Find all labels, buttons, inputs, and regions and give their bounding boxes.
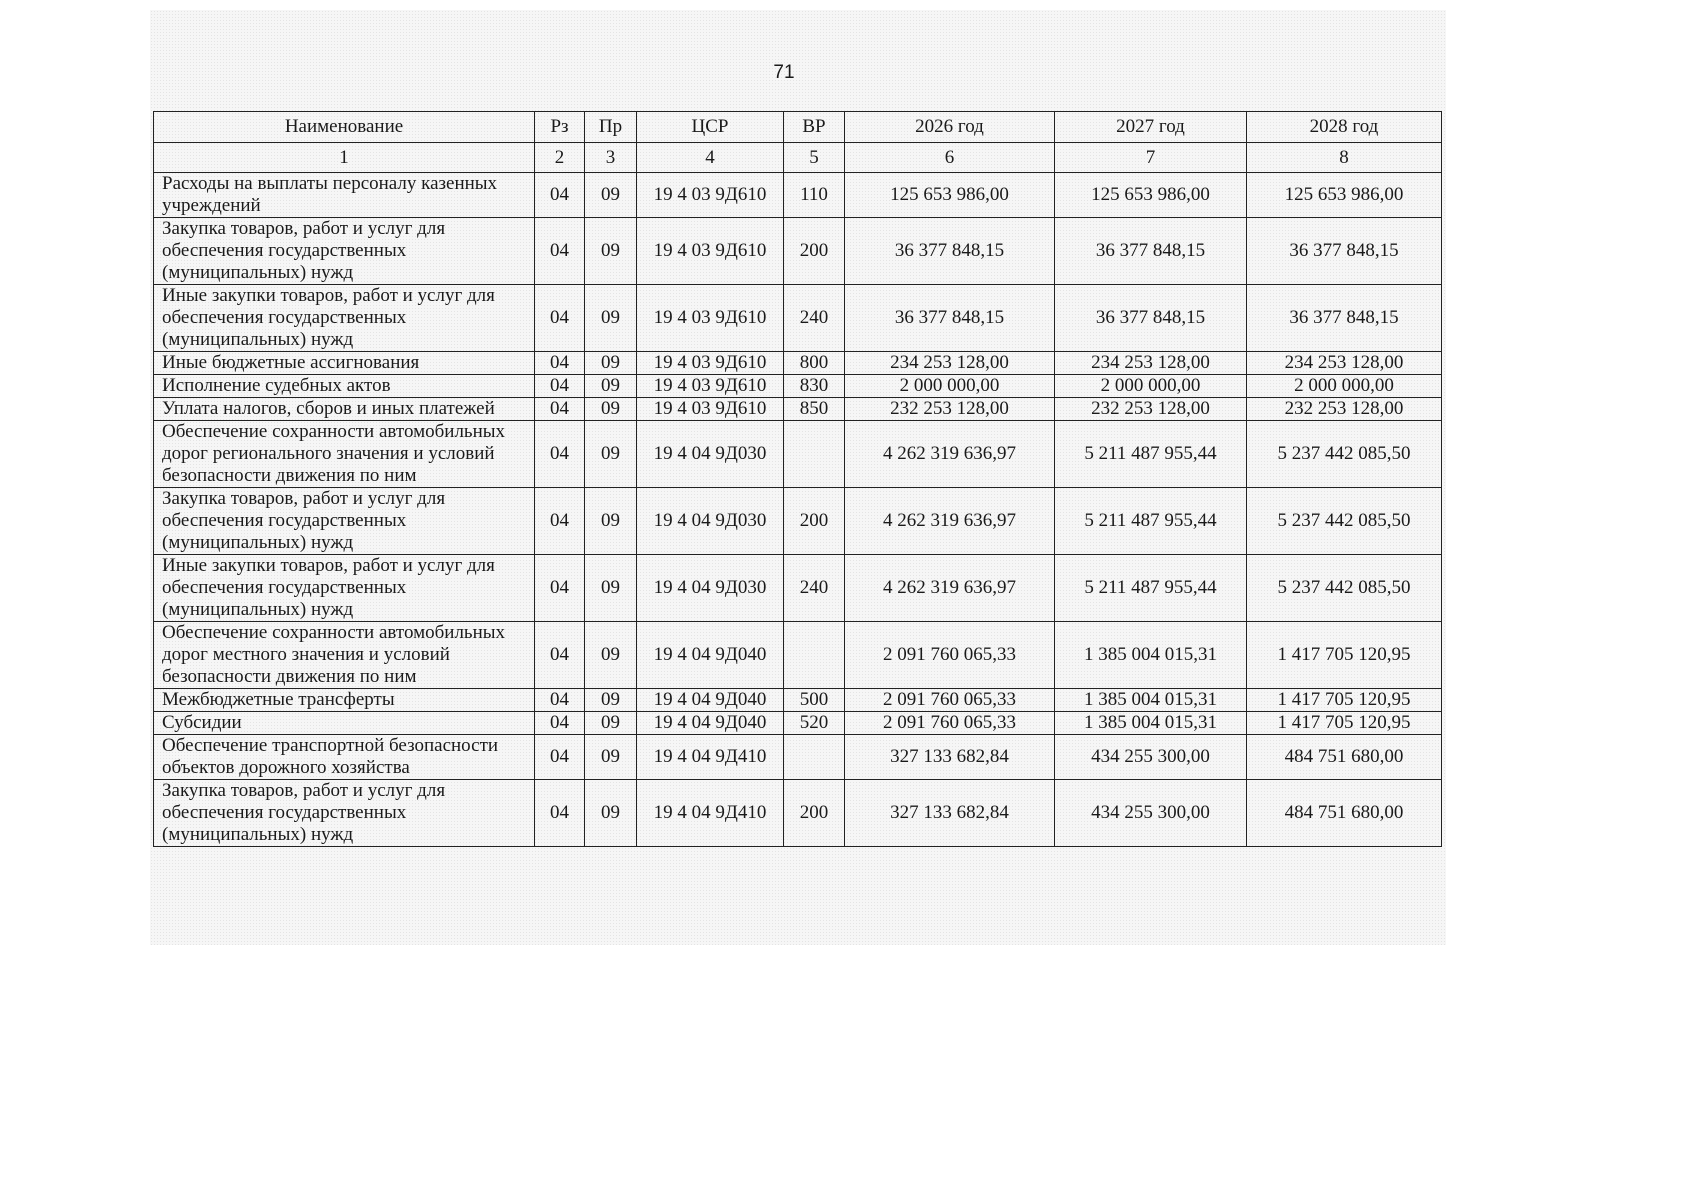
- row-name: Уплата налогов, сборов и иных платежей: [154, 398, 535, 421]
- row-rz: 04: [535, 352, 585, 375]
- row-amount-2026: 36 377 848,15: [845, 218, 1055, 285]
- row-vr: 850: [784, 398, 845, 421]
- column-number: 8: [1247, 143, 1442, 173]
- row-name: Обеспечение транспортной безопасности объектов дорожного хозяйства: [154, 735, 535, 780]
- row-amount-2028: 1 417 705 120,95: [1247, 622, 1442, 689]
- row-vr: 200: [784, 488, 845, 555]
- row-vr: 520: [784, 712, 845, 735]
- header-2026: 2026 год: [845, 112, 1055, 143]
- row-amount-2027: 5 211 487 955,44: [1055, 555, 1247, 622]
- table-row: [154, 712, 1442, 735]
- row-name: Субсидии: [154, 712, 535, 735]
- row-csr: 19 4 03 9Д610: [637, 375, 784, 398]
- row-name: Межбюджетные трансферты: [154, 689, 535, 712]
- column-number: 1: [154, 143, 535, 173]
- row-amount-2028: 36 377 848,15: [1247, 218, 1442, 285]
- row-csr: 19 4 04 9Д040: [637, 712, 784, 735]
- row-vr: 110: [784, 173, 845, 218]
- column-number: 4: [637, 143, 784, 173]
- row-vr: 240: [784, 555, 845, 622]
- row-rz: 04: [535, 421, 585, 488]
- column-number: 5: [784, 143, 845, 173]
- row-amount-2028: 5 237 442 085,50: [1247, 555, 1442, 622]
- row-rz: 04: [535, 285, 585, 352]
- row-amount-2028: 5 237 442 085,50: [1247, 421, 1442, 488]
- row-amount-2026: 234 253 128,00: [845, 352, 1055, 375]
- row-name: Обеспечение сохранности автомобильных дорог регионального значения и условий безопасности движения по ним: [154, 421, 535, 488]
- row-amount-2026: 4 262 319 636,97: [845, 555, 1055, 622]
- row-pr: 09: [585, 488, 637, 555]
- row-vr: 200: [784, 218, 845, 285]
- row-amount-2026: 2 091 760 065,33: [845, 712, 1055, 735]
- row-amount-2028: 1 417 705 120,95: [1247, 712, 1442, 735]
- table-row: [154, 398, 1442, 421]
- row-vr: [784, 622, 845, 689]
- row-pr: 09: [585, 622, 637, 689]
- row-rz: 04: [535, 780, 585, 847]
- row-amount-2027: 232 253 128,00: [1055, 398, 1247, 421]
- row-rz: 04: [535, 375, 585, 398]
- column-number: 7: [1055, 143, 1247, 173]
- row-name: Исполнение судебных актов: [154, 375, 535, 398]
- row-pr: 09: [585, 421, 637, 488]
- row-name: Обеспечение сохранности автомобильных дорог местного значения и условий безопасности движения по ним: [154, 622, 535, 689]
- header-pr: Пр: [585, 112, 637, 143]
- table-row: [154, 689, 1442, 712]
- row-name: Закупка товаров, работ и услуг для обеспечения государственных (муниципальных) нужд: [154, 218, 535, 285]
- row-csr: 19 4 03 9Д610: [637, 398, 784, 421]
- row-csr: 19 4 04 9Д410: [637, 780, 784, 847]
- row-amount-2027: 125 653 986,00: [1055, 173, 1247, 218]
- row-name: Расходы на выплаты персоналу казенных учреждений: [154, 173, 535, 218]
- table-row: [154, 352, 1442, 375]
- row-amount-2028: 36 377 848,15: [1247, 285, 1442, 352]
- row-rz: 04: [535, 488, 585, 555]
- header-vr: ВР: [784, 112, 845, 143]
- row-vr: 200: [784, 780, 845, 847]
- table-row: [154, 285, 1442, 352]
- table-row: [154, 375, 1442, 398]
- row-pr: 09: [585, 218, 637, 285]
- row-pr: 09: [585, 285, 637, 352]
- table-row: [154, 218, 1442, 285]
- row-amount-2026: 4 262 319 636,97: [845, 488, 1055, 555]
- row-rz: 04: [535, 173, 585, 218]
- row-pr: 09: [585, 352, 637, 375]
- row-csr: 19 4 03 9Д610: [637, 218, 784, 285]
- row-name: Иные бюджетные ассигнования: [154, 352, 535, 375]
- row-amount-2026: 327 133 682,84: [845, 735, 1055, 780]
- header-2027: 2027 год: [1055, 112, 1247, 143]
- row-pr: 09: [585, 555, 637, 622]
- row-vr: 800: [784, 352, 845, 375]
- header-csr: ЦСР: [637, 112, 784, 143]
- row-vr: [784, 421, 845, 488]
- row-amount-2028: 484 751 680,00: [1247, 735, 1442, 780]
- row-pr: 09: [585, 780, 637, 847]
- row-amount-2028: 232 253 128,00: [1247, 398, 1442, 421]
- table-row: [154, 555, 1442, 622]
- table-row: [154, 421, 1442, 488]
- row-csr: 19 4 03 9Д610: [637, 352, 784, 375]
- table-body: [154, 173, 1442, 847]
- row-rz: 04: [535, 398, 585, 421]
- column-number: 6: [845, 143, 1055, 173]
- row-csr: 19 4 03 9Д610: [637, 285, 784, 352]
- row-csr: 19 4 04 9Д030: [637, 555, 784, 622]
- row-amount-2028: 1 417 705 120,95: [1247, 689, 1442, 712]
- row-pr: 09: [585, 712, 637, 735]
- table-row: [154, 780, 1442, 847]
- row-amount-2027: 1 385 004 015,31: [1055, 622, 1247, 689]
- row-rz: 04: [535, 689, 585, 712]
- row-csr: 19 4 03 9Д610: [637, 173, 784, 218]
- row-amount-2026: 36 377 848,15: [845, 285, 1055, 352]
- budget-table: [153, 111, 1442, 847]
- row-amount-2028: 484 751 680,00: [1247, 780, 1442, 847]
- row-vr: 830: [784, 375, 845, 398]
- table-row: [154, 735, 1442, 780]
- page-number: 71: [773, 62, 795, 83]
- row-amount-2027: 5 211 487 955,44: [1055, 488, 1247, 555]
- row-amount-2027: 1 385 004 015,31: [1055, 689, 1247, 712]
- header-name: Наименование: [154, 112, 535, 143]
- row-csr: 19 4 04 9Д030: [637, 421, 784, 488]
- row-rz: 04: [535, 712, 585, 735]
- row-pr: 09: [585, 173, 637, 218]
- row-name: Иные закупки товаров, работ и услуг для обеспечения государственных (муниципальных) нужд: [154, 285, 535, 352]
- row-name: Закупка товаров, работ и услуг для обеспечения государственных (муниципальных) нужд: [154, 780, 535, 847]
- row-pr: 09: [585, 689, 637, 712]
- row-amount-2026: 327 133 682,84: [845, 780, 1055, 847]
- row-vr: [784, 735, 845, 780]
- column-number-row: [154, 143, 1442, 173]
- row-pr: 09: [585, 398, 637, 421]
- row-amount-2027: 36 377 848,15: [1055, 218, 1247, 285]
- row-csr: 19 4 04 9Д040: [637, 622, 784, 689]
- row-pr: 09: [585, 375, 637, 398]
- row-vr: 500: [784, 689, 845, 712]
- row-amount-2026: 125 653 986,00: [845, 173, 1055, 218]
- row-csr: 19 4 04 9Д410: [637, 735, 784, 780]
- row-amount-2026: 2 091 760 065,33: [845, 689, 1055, 712]
- table-row: [154, 173, 1442, 218]
- table-row: [154, 622, 1442, 689]
- row-amount-2027: 5 211 487 955,44: [1055, 421, 1247, 488]
- row-amount-2026: 4 262 319 636,97: [845, 421, 1055, 488]
- row-pr: 09: [585, 735, 637, 780]
- row-name: Закупка товаров, работ и услуг для обеспечения государственных (муниципальных) нужд: [154, 488, 535, 555]
- row-csr: 19 4 04 9Д030: [637, 488, 784, 555]
- row-amount-2027: 2 000 000,00: [1055, 375, 1247, 398]
- table-row: [154, 488, 1442, 555]
- row-amount-2026: 2 091 760 065,33: [845, 622, 1055, 689]
- row-amount-2026: 232 253 128,00: [845, 398, 1055, 421]
- row-amount-2028: 234 253 128,00: [1247, 352, 1442, 375]
- row-rz: 04: [535, 555, 585, 622]
- row-amount-2026: 2 000 000,00: [845, 375, 1055, 398]
- header-row: [154, 112, 1442, 143]
- column-number: 2: [535, 143, 585, 173]
- row-amount-2027: 434 255 300,00: [1055, 735, 1247, 780]
- row-amount-2027: 434 255 300,00: [1055, 780, 1247, 847]
- row-amount-2028: 5 237 442 085,50: [1247, 488, 1442, 555]
- row-rz: 04: [535, 622, 585, 689]
- row-rz: 04: [535, 218, 585, 285]
- row-csr: 19 4 04 9Д040: [637, 689, 784, 712]
- row-vr: 240: [784, 285, 845, 352]
- row-amount-2027: 36 377 848,15: [1055, 285, 1247, 352]
- row-amount-2028: 2 000 000,00: [1247, 375, 1442, 398]
- row-rz: 04: [535, 735, 585, 780]
- row-amount-2027: 1 385 004 015,31: [1055, 712, 1247, 735]
- column-number: 3: [585, 143, 637, 173]
- row-amount-2027: 234 253 128,00: [1055, 352, 1247, 375]
- header-rz: Рз: [535, 112, 585, 143]
- row-amount-2028: 125 653 986,00: [1247, 173, 1442, 218]
- header-2028: 2028 год: [1247, 112, 1442, 143]
- row-name: Иные закупки товаров, работ и услуг для обеспечения государственных (муниципальных) нужд: [154, 555, 535, 622]
